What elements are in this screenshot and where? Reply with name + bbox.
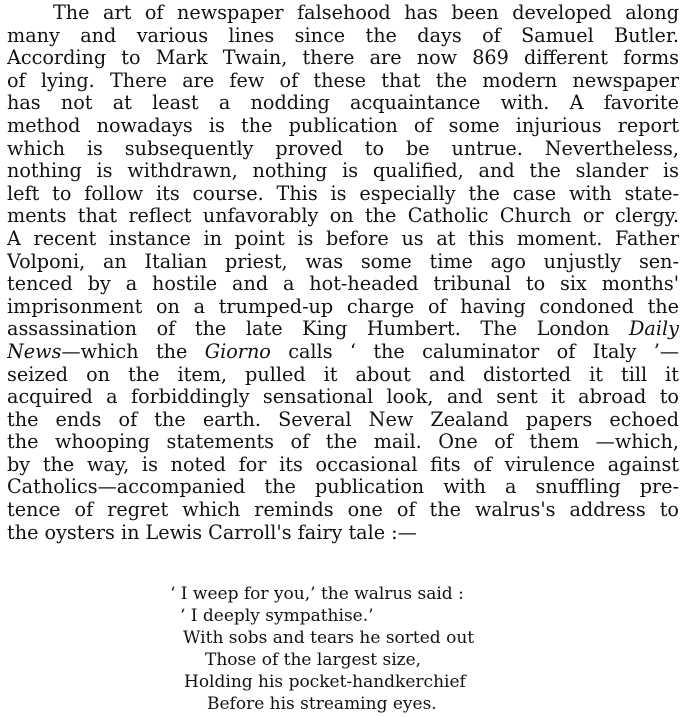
text-line: the oysters in Lewis Carroll's fairy tale :—	[7, 521, 417, 544]
verse-line: With sobs and tears he sorted out	[183, 628, 475, 648]
text-line: left to follow its course. This is especially the case with state-	[7, 182, 679, 205]
text-line: According to Mark Twain, there are now 869 different forms	[7, 47, 679, 70]
text-line: of lying. There are few of these that the modern newspaper	[7, 69, 679, 92]
text-line: ments that reflect unfavorably on the Catholic Church or clergy.	[7, 205, 679, 228]
italic-text: Giorno	[204, 340, 271, 363]
text-segment: —which the	[61, 340, 188, 363]
text-segment: calls ‘ the caluminator of Italy ’—	[288, 340, 679, 363]
text-line	[7, 318, 679, 341]
text-line	[7, 341, 679, 364]
text-line: the ends of the earth. Several New Zealand papers echoed	[7, 408, 679, 431]
verse-quote	[0, 583, 686, 715]
text-line: The art of newspaper falsehood has been developed along	[53, 2, 679, 24]
text-line: many and various lines since the days of Samuel Butler.	[7, 24, 679, 47]
text-line: imprisonment on a trumped-up charge of having condoned the	[7, 295, 679, 318]
verse-line: ‘ I weep for you,’ the walrus said :	[170, 584, 464, 604]
verse-line: Those of the largest size,	[205, 650, 422, 670]
italic-text: News	[7, 340, 62, 363]
text-line: tenced by a hostile and a hot-headed tribunal to six months'	[7, 273, 679, 296]
verse-line: Holding his pocket-handkerchief	[184, 672, 466, 692]
verse-line: Before his streaming eyes.	[207, 694, 437, 714]
text-line: which is subsequently proved to be untrue. Nevertheless,	[7, 137, 679, 160]
text-line: Volponi, an Italian priest, was some time ago unjustly sen-	[7, 250, 679, 273]
text-segment: assassination of the late King Humbert. The London	[7, 318, 610, 341]
italic-text: Daily	[629, 318, 679, 341]
article-paragraph	[7, 2, 679, 544]
text-line: Catholics—accompanied the publication with a snuffling pre-	[7, 476, 679, 499]
text-line: has not at least a nodding acquaintance with. A favorite	[7, 92, 679, 115]
verse-line: ‘ I deeply sympathise.’	[180, 606, 374, 626]
text-line: acquired a forbiddingly sensational look, and sent it abroad to	[7, 386, 679, 409]
text-line: method nowadays is the publication of some injurious report	[7, 114, 679, 137]
text-line: seized on the item, pulled it about and distorted it till it	[7, 363, 679, 386]
text-line: nothing is withdrawn, nothing is qualified, and the slander is	[7, 160, 679, 183]
text-line: by the way, is noted for its occasional fits of virulence against	[7, 453, 679, 476]
text-line: the whooping statements of the mail. One of them —which,	[7, 431, 679, 454]
text-line: A recent instance in point is before us at this moment. Father	[7, 227, 679, 250]
text-line: tence of regret which reminds one of the walrus's address to	[7, 499, 679, 522]
